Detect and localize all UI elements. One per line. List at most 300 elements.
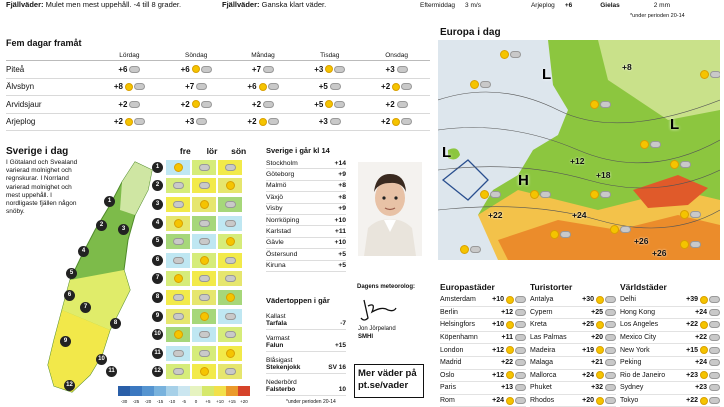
europa-temp-label: +18: [596, 170, 611, 180]
forecast-cell: [165, 215, 191, 232]
meteorolog-org: SMHI: [358, 334, 373, 340]
five-day-temp: +2: [381, 82, 391, 92]
city-name: Hong Kong: [620, 308, 656, 316]
sun-icon: [700, 397, 708, 405]
sun-icon: [506, 397, 514, 405]
forecast-row-number: 11: [152, 348, 163, 359]
cloud-shape: [605, 397, 616, 404]
five-day-temp: +5: [318, 82, 328, 92]
cloud-icon: [470, 246, 481, 253]
cloud-shape: [401, 118, 412, 125]
cloud-icon: [600, 191, 611, 198]
igar-city: Gävle: [266, 239, 284, 247]
cloud-icon: [709, 334, 720, 341]
cloud-icon: [605, 384, 616, 391]
cloud-shape: [134, 118, 145, 125]
fjall2-text: Ganska klart väder.: [261, 0, 327, 9]
toppen-label: Varmast: [266, 335, 290, 342]
cloud-icon: [196, 83, 207, 90]
fjall-text-block: [6, 0, 221, 9]
cloud-shape: [263, 66, 274, 73]
five-day-cell: [230, 100, 297, 109]
sun-icon: [192, 65, 200, 73]
sun-icon: [700, 371, 708, 379]
forecast-row: [152, 307, 243, 326]
cloud-shape: [134, 83, 145, 90]
map-marker: 4: [78, 246, 89, 257]
sun-icon: [506, 321, 514, 329]
forecast-cell: [165, 345, 191, 362]
igar-city: Visby: [266, 205, 283, 213]
sun-icon: [192, 100, 200, 108]
forecast-row-number: 3: [152, 199, 163, 210]
sun-icon: [530, 190, 539, 199]
sun-cloud-icon: [325, 65, 345, 73]
sun-icon: [590, 190, 599, 199]
city-name: London: [440, 346, 464, 354]
city-row: [440, 294, 526, 307]
scale-swatch: [202, 386, 214, 396]
gielas-label: Gielas: [600, 1, 620, 9]
cloud-shape: [605, 309, 616, 316]
forecast-row-number: 2: [152, 180, 163, 191]
five-day-cell: [163, 100, 230, 109]
cloud-icon: [515, 359, 526, 366]
toppen-place: Falsterbo: [266, 386, 296, 393]
cloud-shape: [709, 359, 720, 366]
cloud-shape: [397, 66, 408, 73]
igar-title: Sverige i går kl 14: [266, 146, 330, 155]
forecast-row-number: 4: [152, 218, 163, 229]
city-row: [620, 294, 720, 307]
forecast-row-number: 5: [152, 236, 163, 247]
city-row: [530, 357, 616, 370]
city-name: Berlin: [440, 308, 458, 316]
city-name: Malaga: [530, 359, 553, 367]
cloud-icon: [605, 309, 616, 316]
five-day-cell: [230, 82, 297, 91]
sun-cloud-icon: [325, 100, 345, 108]
five-day-city: Arjeplog: [6, 117, 36, 127]
scale-label: -20: [144, 399, 152, 404]
city-name: Kreta: [530, 321, 547, 329]
forecast-cell: [217, 363, 243, 380]
forecast-row: [152, 288, 243, 307]
scale-label: +10: [216, 399, 224, 404]
day-fre: fre: [179, 146, 191, 156]
low-pressure-marker: L: [442, 144, 452, 161]
cloud-icon: [515, 309, 526, 316]
five-day-cell: [296, 82, 363, 91]
cloud-icon: [709, 359, 720, 366]
cloud-icon: [480, 81, 491, 88]
cloud-icon: [330, 83, 341, 90]
sun-icon: [670, 160, 679, 169]
five-day-cell: [163, 117, 230, 126]
cloud-icon: [199, 182, 210, 189]
forecast-cell: [217, 308, 243, 325]
forecast-row-number: 7: [152, 273, 163, 284]
sun-cloud-icon: [700, 346, 720, 354]
toppen-label: Nederbörd: [266, 379, 297, 386]
igar-row: [266, 204, 346, 215]
sun-icon: [392, 118, 400, 126]
forecast-cell: [191, 289, 217, 306]
igar-value: +8: [338, 182, 346, 190]
cloud-shape: [268, 118, 279, 125]
sun-cloud-icon: [259, 83, 279, 91]
toppen-label: Blåsigast: [266, 357, 293, 364]
toppen-place: Tarfala: [266, 320, 287, 327]
cloud-icon: [199, 275, 210, 282]
sun-cloud-icon: [506, 397, 526, 405]
toppen-row: [266, 330, 346, 352]
scale-label: -10: [168, 399, 176, 404]
scale-swatch: [238, 386, 250, 396]
sun-icon: [640, 140, 649, 149]
toppen-place: Falun: [266, 342, 284, 349]
sun-icon: [174, 274, 183, 283]
sun-icon: [259, 83, 267, 91]
igar-row: [266, 238, 346, 249]
igar-value: +9: [338, 171, 346, 179]
forecast-cell: [191, 233, 217, 250]
north-zone: [120, 162, 152, 215]
city-temp: +12: [492, 371, 504, 379]
weather-icon: [590, 190, 611, 199]
five-day-temp: +3: [185, 117, 195, 127]
europastader-title: Europastäder: [440, 282, 495, 292]
cloud-icon: [540, 191, 551, 198]
forecast-row-number: 9: [152, 311, 163, 322]
europa-temp-label: +26: [652, 248, 667, 258]
forecast-cell: [191, 196, 217, 213]
cloud-icon: [490, 191, 501, 198]
city-name: Rio de Janeiro: [620, 371, 666, 379]
igar-city: Norrköping: [266, 216, 300, 224]
weather-icon: [680, 210, 701, 219]
weather-icon: [530, 190, 551, 199]
igar-value: +9: [338, 205, 346, 213]
temp-scale: [118, 386, 250, 396]
toppen-table: [266, 308, 346, 396]
forecast-row: [152, 232, 243, 251]
cloud-icon: [173, 350, 184, 357]
sun-icon: [174, 219, 183, 228]
day-header: Lördag: [119, 51, 140, 59]
city-temp: +20: [582, 397, 594, 405]
igar-city: Östersund: [266, 250, 298, 258]
scale-swatch: [154, 386, 166, 396]
five-day-temp: +2: [251, 99, 262, 109]
scale-label: -5: [181, 399, 186, 404]
meteorolog-name: Jon Jörpeland: [358, 326, 396, 332]
igar-value: +10: [334, 239, 346, 247]
cloud-shape: [515, 309, 526, 316]
city-temp: +23: [695, 384, 707, 392]
sun-icon: [325, 65, 333, 73]
city-temp: +30: [582, 296, 594, 304]
sun-cloud-icon: [596, 321, 616, 329]
five-day-cell: [296, 65, 363, 74]
sun-cloud-icon: [596, 371, 616, 379]
cloud-icon: [129, 101, 140, 108]
forecast-cell: [191, 345, 217, 362]
city-row: [530, 382, 616, 395]
cloud-icon: [225, 368, 236, 375]
weather-icon: [500, 50, 521, 59]
forecast-cell: [165, 252, 191, 269]
city-temp: +19: [582, 346, 594, 354]
sun-icon: [325, 100, 333, 108]
cloud-icon: [225, 201, 236, 208]
cloud-shape: [605, 347, 616, 354]
cloud-icon: [199, 164, 210, 171]
sun-cloud-icon: [392, 118, 412, 126]
city-temp: +22: [695, 334, 707, 342]
gielas-value: 2 mm: [653, 1, 670, 9]
cloud-icon: [199, 350, 210, 357]
sun-icon: [500, 50, 509, 59]
forecast-days-header: [172, 146, 252, 156]
city-name: Köpenhamn: [440, 334, 478, 342]
cloud-shape: [709, 321, 720, 328]
cloud-shape: [709, 309, 720, 316]
sun-icon: [596, 397, 604, 405]
forecast-row: [152, 177, 243, 196]
city-name: Los Angeles: [620, 321, 659, 329]
five-day-cell: [96, 117, 163, 126]
city-name: New York: [620, 346, 650, 354]
weather-icon: [480, 190, 501, 199]
forecast-row: [152, 344, 243, 363]
meteorolog-label: Dagens meteorolog:: [357, 284, 416, 290]
cloud-icon: [225, 164, 236, 171]
sun-icon: [506, 296, 514, 304]
five-day-temp: +2: [118, 99, 128, 109]
cloud-shape: [515, 347, 526, 354]
city-name: Cypern: [530, 308, 553, 316]
five-day-temp: +7: [251, 64, 262, 74]
high-pressure-marker: H: [518, 172, 529, 189]
turistorter-list: [530, 294, 616, 407]
city-temp: +12: [501, 308, 513, 316]
sun-icon: [596, 346, 604, 354]
forecast-row: [152, 251, 243, 270]
cloud-shape: [709, 347, 720, 354]
city-name: Mallorca: [530, 371, 557, 379]
five-day-temp: +7: [185, 82, 195, 92]
forecast-row-number: 10: [152, 329, 163, 340]
five-day-temp: +8: [113, 82, 123, 92]
cloud-shape: [129, 101, 140, 108]
map-marker: 3: [118, 224, 129, 235]
igar-value: +14: [334, 159, 346, 167]
cloud-icon: [605, 334, 616, 341]
cloud-icon: [225, 313, 236, 320]
scale-label: -15: [156, 399, 164, 404]
sun-cloud-icon: [392, 83, 412, 91]
sun-icon: [596, 371, 604, 379]
scale-label: +15: [228, 399, 236, 404]
scale-swatch: [190, 386, 202, 396]
city-row: [620, 382, 720, 395]
city-row: [620, 344, 720, 357]
city-row: [620, 357, 720, 370]
sun-icon: [550, 230, 559, 239]
top-stats: [420, 0, 720, 10]
sun-icon: [610, 225, 619, 234]
igar-city: Malmö: [266, 182, 287, 190]
forecast-row-number: 8: [152, 292, 163, 303]
sverige-text: I Götaland och Svealand varierad molnighet och regnskurar. I Norrland varierad molnighet och mest uppehåll. I nordligaste fjällen någon snöby.: [6, 159, 78, 216]
varldsstader-list: [620, 294, 720, 407]
cloud-shape: [515, 321, 526, 328]
map-marker: 8: [110, 318, 121, 329]
city-row: [440, 332, 526, 345]
igar-city: Göteborg: [266, 171, 295, 179]
forecast-row: [152, 158, 243, 177]
forecast-cell: [217, 159, 243, 176]
cloud-shape: [401, 83, 412, 90]
cloud-shape: [201, 101, 212, 108]
forecast-row: [152, 270, 243, 289]
toppen-labels: [266, 313, 287, 327]
five-day-city: Älvsbyn: [6, 82, 35, 92]
igar-value: +8: [338, 193, 346, 201]
city-name: Sydney: [620, 384, 644, 392]
forecast-cell: [165, 196, 191, 213]
forecast-cell: [217, 270, 243, 287]
toppen-title: Vädertoppen i går: [266, 296, 330, 305]
city-temp: +21: [591, 359, 603, 367]
sun-icon: [200, 200, 209, 209]
cloud-shape: [268, 83, 279, 90]
toppen-value: +15: [334, 342, 346, 349]
five-day-temp: +3: [385, 64, 395, 74]
promo-box[interactable]: [354, 364, 424, 398]
cloud-shape: [709, 384, 720, 391]
city-row: [530, 319, 616, 332]
forecast-row: [152, 214, 243, 233]
cloud-icon: [709, 384, 720, 391]
igar-city: Karlstad: [266, 228, 291, 236]
day-header: Tisdag: [320, 51, 340, 59]
europa-map-svg: [438, 40, 720, 260]
five-day-temp: +3: [314, 64, 324, 74]
scale-swatch: [226, 386, 238, 396]
five-day-cell: [163, 65, 230, 74]
sun-icon: [680, 210, 689, 219]
day-lor: lör: [206, 146, 218, 156]
city-temp: +39: [686, 296, 698, 304]
five-day-temp: +3: [318, 117, 328, 127]
arjeplog-value: +6: [564, 1, 573, 9]
sun-cloud-icon: [506, 346, 526, 354]
fjall2-text-block: [222, 0, 326, 9]
sun-icon: [596, 296, 604, 304]
city-temp: +13: [501, 384, 513, 392]
city-row: [530, 395, 616, 407]
scale-swatch: [214, 386, 226, 396]
forecast-cell: [217, 177, 243, 194]
forecast-cell: [217, 289, 243, 306]
city-name: Madeira: [530, 346, 556, 354]
igar-table: [266, 158, 346, 272]
sun-cloud-icon: [259, 118, 279, 126]
sun-icon: [226, 237, 235, 246]
igar-row: [266, 192, 346, 203]
igar-row: [266, 169, 346, 180]
five-day-temp: +2: [381, 117, 391, 127]
day-header: Onsdag: [385, 51, 408, 59]
city-row: [440, 344, 526, 357]
map-marker: 5: [66, 268, 77, 279]
igar-row: [266, 215, 346, 226]
weather-icon: [670, 160, 691, 169]
sverige-title: Sverige i dag: [6, 146, 69, 157]
forecast-cell: [165, 289, 191, 306]
five-day-temp: +6: [118, 64, 128, 74]
europa-temp-label: +12: [570, 156, 585, 166]
map-marker: 1: [104, 196, 115, 207]
sun-cloud-icon: [700, 296, 720, 304]
city-row: [440, 382, 526, 395]
arjeplog-label: Arjeplog: [530, 1, 555, 9]
toppen-note: *under perioden 20-14: [286, 399, 336, 405]
five-day-table: [6, 50, 430, 131]
europa-temp-label: +22: [488, 210, 503, 220]
map-marker: 9: [60, 336, 71, 347]
city-row: [620, 370, 720, 383]
city-temp: +12: [492, 346, 504, 354]
city-temp: +22: [686, 397, 698, 405]
forecast-grid: [152, 158, 243, 381]
scale-swatch: [130, 386, 142, 396]
city-name: Amsterdam: [440, 296, 476, 304]
scale-label: -25: [132, 399, 140, 404]
cloud-icon: [397, 101, 408, 108]
cloud-shape: [201, 66, 212, 73]
cloud-icon: [690, 241, 701, 248]
promo-line2: pt.se/vader: [358, 380, 409, 391]
sun-cloud-icon: [596, 397, 616, 405]
igar-row: [266, 226, 346, 237]
cloud-shape: [605, 384, 616, 391]
cloud-shape: [605, 359, 616, 366]
weather-icon: [590, 100, 611, 109]
five-day-temp: +2: [385, 99, 395, 109]
city-name: Peking: [620, 359, 642, 367]
fjall-label: Fjällväder:: [6, 0, 44, 9]
temp-scale-labels: [118, 399, 250, 404]
five-day-city: Arvidsjaur: [6, 99, 42, 109]
five-day-temp: +2: [180, 99, 190, 109]
sun-cloud-icon: [700, 371, 720, 379]
cloud-shape: [263, 101, 274, 108]
forecast-cell: [165, 363, 191, 380]
cloud-icon: [173, 368, 184, 375]
igar-row: [266, 249, 346, 260]
toppen-row: [266, 308, 346, 330]
five-day-cell: [230, 65, 297, 74]
cloud-shape: [515, 296, 526, 303]
forecast-cell: [217, 345, 243, 362]
sun-icon: [125, 83, 133, 91]
five-day-cell: [363, 100, 430, 109]
city-temp: +32: [591, 384, 603, 392]
cloud-shape: [709, 372, 720, 379]
